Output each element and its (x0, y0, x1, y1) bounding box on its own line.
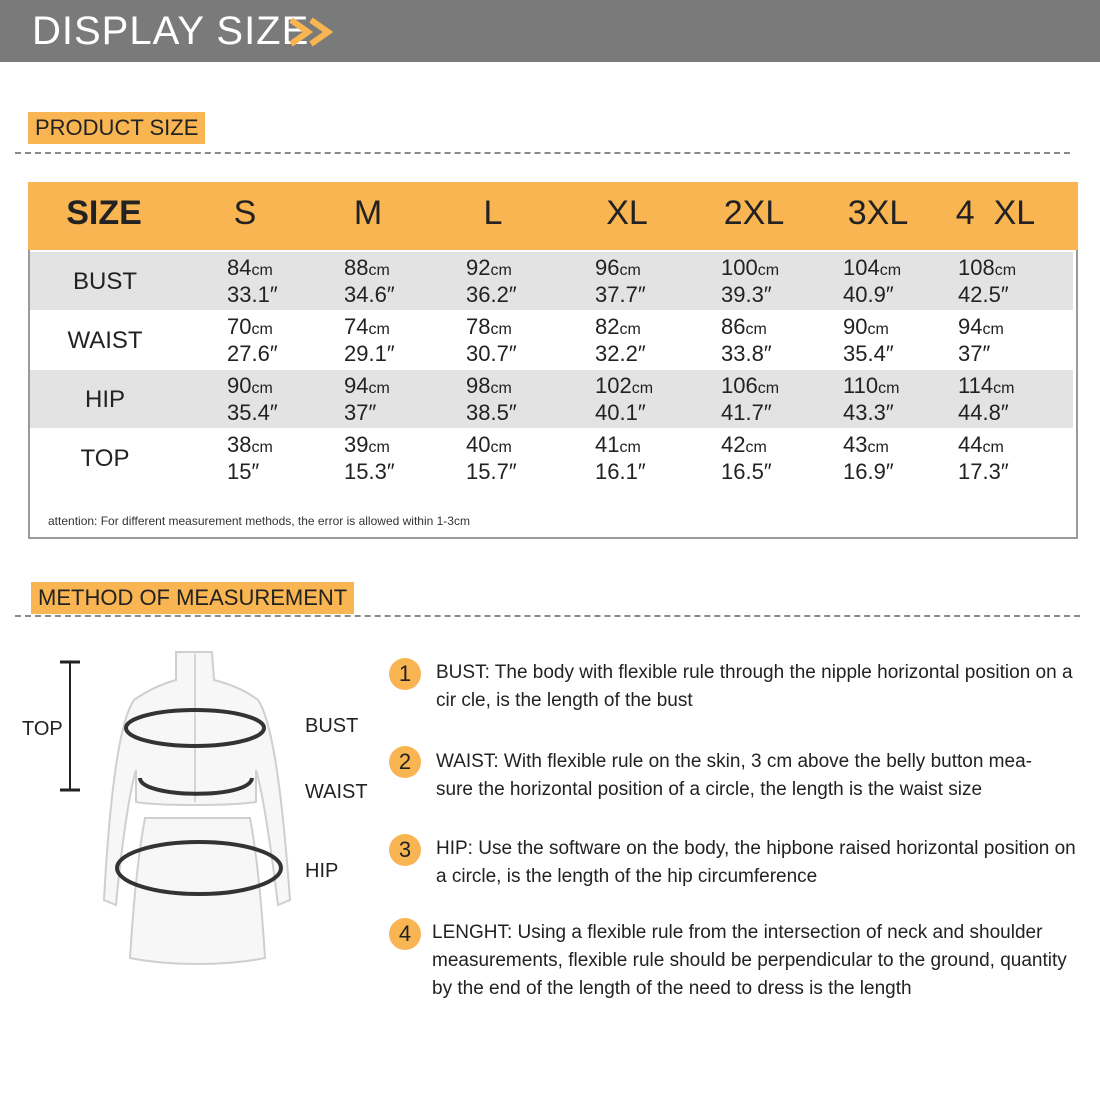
size-header: SIZE (66, 194, 142, 232)
cell-cm-value: 44 (958, 432, 983, 457)
table-cell (595, 256, 646, 307)
table-cell (466, 433, 517, 484)
cell-unit: cm (490, 262, 512, 279)
cell-cm-value: 78 (466, 314, 491, 339)
table-cell (344, 315, 395, 366)
table-cell (595, 433, 646, 484)
table-cell (227, 315, 278, 366)
cell-cm-value: 104 (843, 255, 880, 280)
figure-label-bust: BUST (305, 715, 359, 737)
table-cell (958, 315, 1004, 366)
divider (15, 615, 1080, 617)
cell-unit: cm (879, 262, 902, 279)
figure-label-waist: WAIST (305, 781, 368, 803)
cell-cm-value: 88 (344, 255, 369, 280)
cell-inch-value: 15.3″ (344, 459, 395, 484)
row-label: HIP (84, 386, 125, 413)
cell-unit: cm (251, 321, 273, 338)
cell-cm-value: 106 (721, 373, 758, 398)
column-header: M (353, 194, 383, 232)
cell-cm-value: 86 (721, 314, 746, 339)
row-label: BUST (72, 268, 137, 295)
cell-cm-value: 70 (227, 314, 252, 339)
cell-cm-value: 102 (595, 373, 632, 398)
cell-inch-value: 38.5″ (466, 400, 517, 425)
table-cell (595, 374, 653, 425)
cell-cm-value: 94 (958, 314, 983, 339)
table-cell (227, 433, 273, 484)
cell-cm-value: 84 (227, 255, 252, 280)
cell-cm-value: 40 (466, 432, 491, 457)
table-header (28, 182, 1078, 250)
cell-inch-value: 32.2″ (595, 341, 646, 366)
cell-unit: cm (619, 321, 641, 338)
cell-cm-value: 82 (595, 314, 620, 339)
table-row (30, 370, 1073, 428)
cell-cm-value: 42 (721, 432, 746, 457)
table-cell (721, 374, 779, 425)
cell-inch-value: 39.3″ (721, 282, 772, 307)
cell-unit: cm (368, 439, 390, 456)
cell-inch-value: 37.7″ (595, 282, 646, 307)
cell-inch-value: 33.8″ (721, 341, 772, 366)
figure-label-top: TOP (22, 718, 63, 740)
cell-inch-value: 44.8″ (958, 400, 1009, 425)
table-cell (843, 256, 901, 307)
cell-unit: cm (745, 439, 767, 456)
cell-inch-value: 42.5″ (958, 282, 1009, 307)
cell-unit: cm (982, 321, 1004, 338)
cell-cm-value: 38 (227, 432, 252, 457)
cell-unit: cm (757, 262, 780, 279)
cell-inch-value: 29.1″ (344, 341, 395, 366)
cell-cm-value: 96 (595, 255, 620, 280)
cell-unit: cm (619, 439, 641, 456)
cell-inch-value: 43.3″ (843, 400, 894, 425)
table-cell (721, 433, 772, 484)
table-cell (344, 374, 390, 425)
cell-unit: cm (368, 262, 390, 279)
table-cell (843, 433, 894, 484)
table-cell (466, 256, 517, 307)
table-cell (344, 256, 395, 307)
cell-unit: cm (251, 439, 273, 456)
table-cell (227, 256, 278, 307)
table-cell (344, 433, 395, 484)
cell-inch-value: 34.6″ (344, 282, 395, 307)
step-number: 2 (389, 746, 421, 778)
cell-cm-value: 110 (843, 373, 879, 398)
cell-cm-value: 100 (721, 255, 758, 280)
column-header: 2XL (723, 194, 785, 232)
cell-unit: cm (490, 380, 512, 397)
cell-inch-value: 27.6″ (227, 341, 278, 366)
row-label: TOP (80, 445, 130, 472)
cell-unit: cm (757, 380, 780, 397)
column-header: 3XL (847, 194, 909, 232)
table-cell (595, 315, 646, 366)
cell-cm-value: 114 (958, 373, 994, 398)
cell-inch-value: 40.1″ (595, 400, 646, 425)
cell-inch-value: 35.4″ (843, 341, 894, 366)
row-label: WAIST (67, 327, 143, 354)
cell-unit: cm (878, 380, 900, 397)
cell-cm-value: 39 (344, 432, 369, 457)
column-header: L (483, 194, 503, 232)
cell-unit: cm (251, 380, 273, 397)
cell-inch-value: 40.9″ (843, 282, 894, 307)
step-text: LENGHT: Using a flexible rule from the intersection of neck and shoulder measurements, flexible rule should be perpendicular to the ground, quantity by the end of the length of the need to dress is the length (432, 922, 1067, 999)
cell-unit: cm (994, 262, 1017, 279)
double-chevron-icon (288, 17, 338, 47)
cell-cm-value: 43 (843, 432, 868, 457)
step-number: 4 (389, 918, 421, 950)
cell-unit: cm (867, 321, 889, 338)
table-cell (721, 315, 772, 366)
cell-unit: cm (982, 439, 1004, 456)
header-bar (0, 0, 1100, 62)
step-text: HIP: Use the software on the body, the hipbone raised horizontal position on a circle, is the length of the hip circumference (436, 838, 1076, 887)
cell-inch-value: 16.9″ (843, 459, 894, 484)
cell-inch-value: 33.1″ (227, 282, 278, 307)
table-cell (466, 315, 517, 366)
cell-inch-value: 41.7″ (721, 400, 772, 425)
cell-unit: cm (490, 321, 512, 338)
product-size-label: PRODUCT SIZE (28, 112, 205, 144)
cell-inch-value: 35.4″ (227, 400, 278, 425)
column-header: S (233, 194, 257, 232)
table-cell (466, 374, 517, 425)
cell-unit: cm (251, 262, 273, 279)
garment-figure (0, 640, 380, 980)
cell-unit: cm (993, 380, 1015, 397)
cell-inch-value: 30.7″ (466, 341, 517, 366)
cell-inch-value: 15″ (227, 459, 260, 484)
step-number: 1 (389, 658, 421, 690)
step-text: WAIST: With flexible rule on the skin, 3 cm above the belly button mea- sure the horizontal position of a circle, the length is the waist size (436, 751, 1032, 800)
table-cell (958, 433, 1009, 484)
cell-inch-value: 36.2″ (466, 282, 517, 307)
table-row (30, 252, 1073, 310)
cell-inch-value: 15.7″ (466, 459, 517, 484)
table-row (30, 311, 1073, 369)
table-cell (958, 374, 1014, 425)
cell-inch-value: 16.5″ (721, 459, 772, 484)
page-title: DISPLAY SIZE (32, 9, 310, 53)
step-text: BUST: The body with flexible rule through the nipple horizontal position on a cir cle, is the length of the bust (436, 662, 1073, 711)
cell-unit: cm (631, 380, 654, 397)
figure-label-hip: HIP (305, 860, 339, 882)
cell-inch-value: 16.1″ (595, 459, 646, 484)
table-cell (227, 374, 278, 425)
cell-cm-value: 74 (344, 314, 369, 339)
column-header: 4 XL (955, 194, 1036, 232)
cell-unit: cm (745, 321, 767, 338)
cell-unit: cm (619, 262, 641, 279)
cell-cm-value: 41 (595, 432, 620, 457)
table-row (30, 429, 1073, 487)
cell-cm-value: 108 (958, 255, 995, 280)
table-cell (721, 256, 779, 307)
column-header: XL (606, 194, 648, 232)
cell-inch-value: 37″ (958, 341, 991, 366)
cell-unit: cm (368, 380, 390, 397)
cell-cm-value: 90 (843, 314, 868, 339)
table-cell (843, 374, 899, 425)
table-cell (958, 256, 1016, 307)
cell-cm-value: 90 (227, 373, 252, 398)
step-number: 3 (389, 834, 421, 866)
method-label: METHOD OF MEASUREMENT (31, 582, 354, 614)
cell-unit: cm (368, 321, 390, 338)
cell-unit: cm (867, 439, 889, 456)
cell-cm-value: 98 (466, 373, 491, 398)
cell-cm-value: 94 (344, 373, 369, 398)
cell-inch-value: 17.3″ (958, 459, 1009, 484)
cell-cm-value: 92 (466, 255, 491, 280)
table-cell (843, 315, 894, 366)
attention-note: attention: For different measurement methods, the error is allowed within 1-3cm (48, 514, 470, 528)
cell-unit: cm (490, 439, 512, 456)
divider (15, 152, 1070, 154)
cell-inch-value: 37″ (344, 400, 377, 425)
